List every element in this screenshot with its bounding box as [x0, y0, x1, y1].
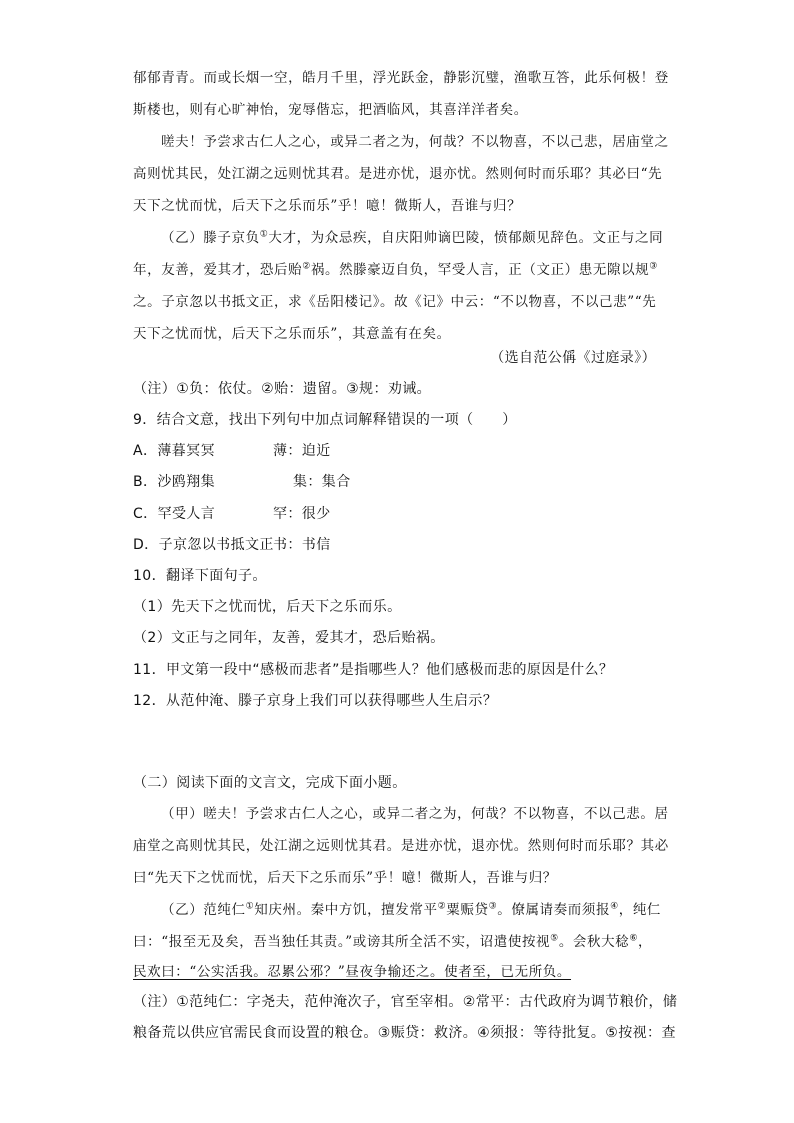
question-10-stem: 10．翻译下面句子。 — [133, 568, 267, 584]
question-11: 11．甲文第一段中“感极而悲者”是指哪些人？他们感极而悲的原因是什么？ — [133, 662, 614, 678]
source-citation: （选自范公偁《过庭录》） — [490, 350, 656, 366]
question-9-stem: 9．结合文意，找出下列句中加点词解释错误的一项（ ） — [133, 412, 517, 428]
jia-passage-line: 斯楼也，则有心旷神怡，宠辱偕忘，把酒临风，其喜洋洋者矣。 — [133, 102, 528, 118]
notes: （注）①负：依仗。②贻：遗留。③规：劝诫。 — [133, 381, 432, 397]
question-9-option-d: D．子京忽以书抵文正书：书信 — [133, 537, 331, 553]
jia-passage-line: 郁郁青青。而或长烟一空，皓月千里，浮光跃金，静影沉璧，渔歌互答，此乐何极！登 — [133, 70, 669, 86]
section-2-notes-line: （注）①范纯仁：字尧夫，范仲淹次子，官至宰相。②常平：古代政府为调节粮价，储 — [133, 994, 678, 1010]
question-9-option-a: A．薄暮冥冥 薄：迫近 — [133, 443, 331, 459]
section-2-jia-line: 曰“先天下之忧而忧，后天下之乐而乐”乎！噫！微斯人，吾谁与归？ — [133, 870, 557, 886]
jia-passage-line: 嗟夫！予尝求古仁人之心，或异二者之为，何哉？不以物喜，不以己悲，居庙堂之 — [161, 134, 669, 150]
section-2-yi-line: （乙）范纯仁①知庆州。秦中方饥，擅发常平②粟赈贷③。僚属请奏而须报④，纯仁 — [161, 901, 662, 918]
section-2-yi-line-underlined: 民欢曰：“公实活我。忍累公邪？”昼夜争输还之。使者至，已无所负。 — [133, 964, 572, 980]
section-2-heading: （二）阅读下面的文言文，完成下面小题。 — [133, 775, 407, 791]
question-12: 12．从范仲淹、滕子京身上我们可以获得哪些人生启示？ — [133, 693, 498, 709]
jia-passage-line: 高则忧其民，处江湖之远则忧其君。是进亦忧，退亦忧。然则何时而乐耶？其必曰“先 — [133, 166, 663, 182]
jia-passage-line: 天下之忧而忧，后天下之乐而乐”乎！噫！微斯人，吾谁与归？ — [133, 198, 522, 214]
section-2-jia-line: 庙堂之高则忧其民，处江湖之远则忧其君。是进亦忧，退亦忧。然则何时而乐耶？其必 — [133, 838, 669, 854]
question-9-option-c: C．罕受人言 罕：很少 — [133, 506, 331, 522]
section-2-notes-line: 粮备荒以供应官需民食而设置的粮仓。③赈贷：救济。④须报：等待批复。⑤按视：查 — [133, 1025, 676, 1041]
yi-passage-line: 之。子京忽以书抵文正，求《岳阳楼记》。故《记》中云：“不以物喜，不以己悲”“先 — [133, 294, 657, 310]
question-10-sentence-1: （1）先天下之忧而忧，后天下之乐而乐。 — [133, 599, 402, 615]
question-9-option-b: B．沙鸥翔集 集：集合 — [133, 474, 351, 490]
question-10-sentence-2: （2）文正与之同年，友善，爱其才，恐后贻祸。 — [133, 630, 445, 646]
section-2-jia-line: （甲）嗟夫！予尝求古仁人之心，或异二者之为，何哉？不以物喜，不以己悲。居 — [161, 806, 669, 822]
yi-passage-line: 年，友善，爱其才，恐后贻②祸。然滕豪迈自负，罕受人言，正（文正）患无隙以规③ — [133, 261, 658, 278]
yi-passage-line: 天下之忧而忧，后天下之乐而乐”，其意盖有在矣。 — [133, 326, 451, 342]
yi-passage-line: （乙）滕子京负①大才，为众忌疾，自庆阳帅谪巴陵，愤郁颇见辞色。文正与之同 — [161, 229, 664, 246]
section-2-yi-line: 曰：“报至无及矣，吾当独任其责。”或谤其所全活不实，诏遣使按视⑤。会秋大稔⑥， — [133, 933, 653, 950]
